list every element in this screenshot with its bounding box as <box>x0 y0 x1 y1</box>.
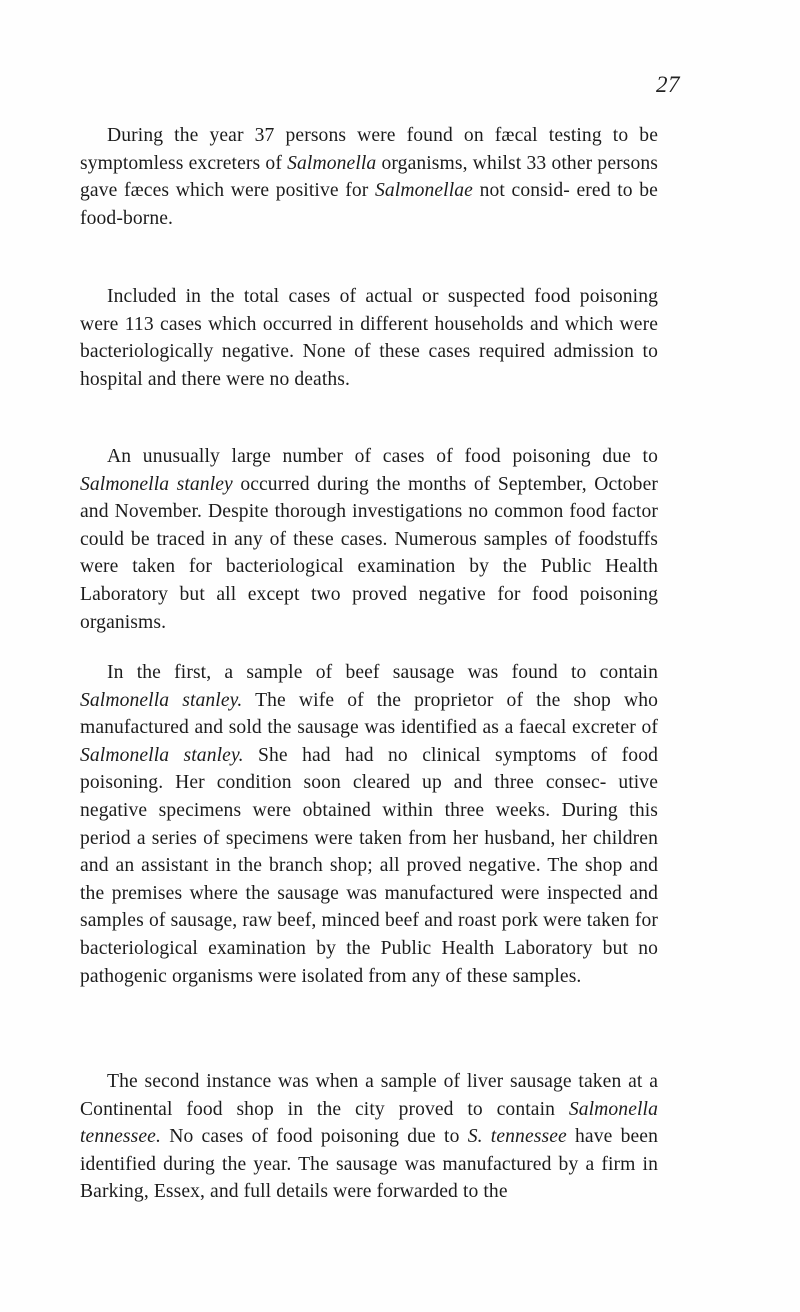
text-segment: not consid- ered to be food-borne. <box>80 180 658 229</box>
paragraph-faecal-testing <box>80 122 658 232</box>
italic-term: Salmonella <box>287 152 377 174</box>
paragraph-first-instance <box>80 659 658 990</box>
text-segment: have been identified during the year. The sausage was manufactured by a firm in Barking, Essex, and full details were forwarded to the <box>80 1126 658 1203</box>
page-number: 27 <box>656 72 680 97</box>
paragraph-negative-cases <box>80 283 658 393</box>
text-segment: During the year 37 persons were found on fæcal testing to be symptomless excreters of <box>80 125 658 174</box>
italic-term: Salmonella stanley. <box>80 689 243 711</box>
text-segment: The wife of the proprietor of the shop who manufactured and sold the sausage was identified as a faecal excreter of <box>80 689 658 739</box>
text-segment: She had had no clinical symptoms of food poisoning. Her condition soon cleared up and three consec- utive negative specimens were obtained within three weeks. During this period a series of specimens were taken from her husband, her children and an assistant in the branch shop; all proved negative. The shop and the premises where the sausage was manufactured were inspected and samples of sausage, raw beef, minced beef and roast pork were taken for bacteriological examination by the Public Health Laboratory but no pathogenic organisms were isolated from any of these samples. <box>80 744 658 987</box>
text-segment: In the first, a sample of beef sausage was found to contain <box>107 662 658 683</box>
text-segment: organisms, whilst 33 other persons gave fæces which were positive for <box>80 152 658 202</box>
italic-term: Salmonellae <box>375 180 473 202</box>
italic-term: Salmonella tennessee. <box>80 1098 658 1148</box>
text-segment: Included in the total cases of actual or suspected food poisoning were 113 cases which occurred in different households and which were bacteriologically negative. None of these cases required admission to hospital and there were no deaths. <box>80 286 658 390</box>
paragraph-salmonella-stanley-outbreak <box>80 443 658 636</box>
text-segment: No cases of food poisoning due to <box>160 1126 468 1148</box>
italic-term: Salmonella stanley <box>80 473 233 495</box>
text-segment: occurred during the months of September, October and November. Despite thorough investigations no common food factor could be traced in any of these cases. Numerous samples of foodstuffs were taken for bacteriological examination by the Public Health Laboratory but all except two proved negative for food poisoning organisms. <box>80 473 658 633</box>
text-segment: An unusually large number of cases of food poisoning due to <box>107 446 658 467</box>
italic-term: S. tennessee <box>467 1126 567 1148</box>
paragraph-second-instance <box>80 1068 658 1206</box>
text-segment: The second instance was when a sample of liver sausage taken at a Continental food shop in the city proved to contain <box>80 1071 658 1120</box>
italic-term: Salmonella stanley. <box>80 744 244 766</box>
